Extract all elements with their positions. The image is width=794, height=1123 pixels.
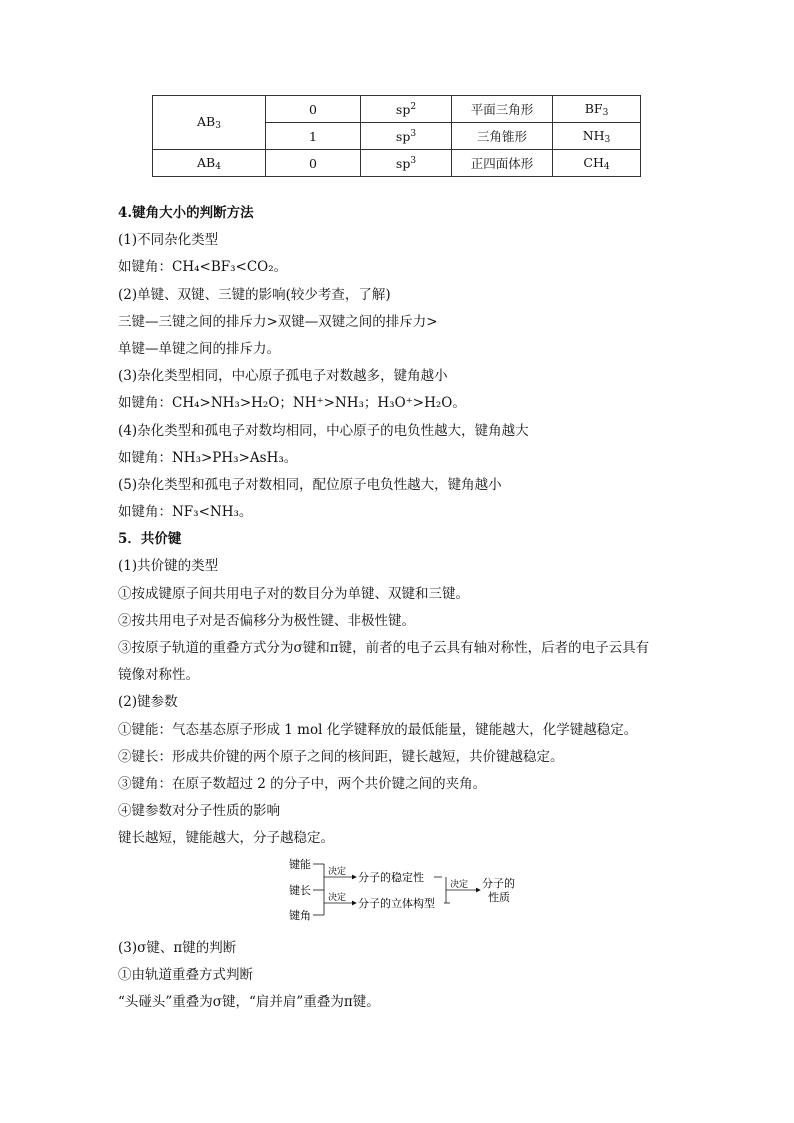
paragraph: 三键—三键之间的排斥力>双键—双键之间的排斥力> bbox=[118, 313, 438, 330]
paragraph: (2)键参数 bbox=[118, 694, 178, 711]
label-stability: 分子的稳定性 bbox=[358, 871, 424, 884]
hybrid-cell: $sp^2$ bbox=[361, 96, 452, 123]
label-properties-2: 性质 bbox=[488, 891, 510, 904]
shape-cell: 正四面体形 bbox=[452, 150, 553, 177]
lone-pair-cell: 0 bbox=[266, 150, 361, 177]
example-line: 如键角：NH₃>PH₃>AsH₃。 bbox=[118, 449, 298, 466]
table-row bbox=[153, 96, 641, 123]
paragraph: 键长越短，键能越大，分子越稳定。 bbox=[118, 830, 334, 847]
paragraph: (1)共价键的类型 bbox=[118, 558, 219, 575]
paragraph: ④键参数对分子性质的影响 bbox=[118, 803, 280, 820]
label-geometry: 分子的立体构型 bbox=[358, 897, 435, 910]
decide-label-2: 决定 bbox=[328, 893, 347, 903]
paragraph: ②键长：形成共价键的两个原子之间的核间距，键长越短，共价键越稳定。 bbox=[118, 748, 564, 765]
paragraph: ③按原子轨道的重叠方式分为σ键和π键，前者的电子云具有轴对称性，后者的电子云具有 bbox=[118, 640, 650, 656]
paragraph: (4)杂化类型和孤电子对数均相同，中心原子的电负性越大，键角越大 bbox=[118, 422, 529, 439]
example-line: 如键角：CH₄>NH₃>H₂O；NH⁺>NH₃；H₃O⁺>H₂O。 bbox=[118, 395, 466, 412]
group-cell: $AB_3$ bbox=[153, 96, 266, 150]
paragraph: 镜像对称性。 bbox=[118, 667, 199, 684]
hybridization-table bbox=[152, 95, 641, 177]
example-cell: $CH_4$ bbox=[553, 150, 641, 177]
label-properties-1: 分子的 bbox=[482, 877, 515, 890]
paragraph: ③键角：在原子数超过 2 的分子中，两个共价键之间的夹角。 bbox=[118, 775, 487, 792]
decide-label-3: 决定 bbox=[450, 880, 469, 890]
bond-parameter-diagram bbox=[286, 856, 516, 926]
paragraph: ①键能：气态基态原子形成 1 mol 化学键释放的最低能量，键能越大，化学键越稳定。 bbox=[118, 721, 638, 738]
paragraph: ①按成键原子间共用电子对的数目分为单键、双键和三键。 bbox=[118, 585, 469, 602]
example-line: 如键角：CH₄<BF₃<CO₂。 bbox=[118, 259, 288, 276]
decide-label-1: 决定 bbox=[328, 867, 347, 877]
lone-pair-cell: 1 bbox=[266, 123, 361, 150]
paragraph: (3)杂化类型相同，中心原子孤电子对数越多，键角越小 bbox=[118, 368, 448, 385]
hybrid-cell: $sp^3$ bbox=[361, 150, 452, 177]
label-bond-angle: 键角 bbox=[289, 909, 311, 922]
section-heading: 5．共价键 bbox=[118, 531, 182, 548]
paragraph: “头碰头”重叠为σ键，“肩并肩”重叠为π键。 bbox=[118, 993, 380, 1010]
shape-cell: 三角锥形 bbox=[452, 123, 553, 150]
lone-pair-cell: 0 bbox=[266, 96, 361, 123]
label-bond-length: 键长 bbox=[289, 884, 311, 897]
paragraph: (3)σ键、π键的判断 bbox=[118, 939, 237, 956]
label-bond-energy: 键能 bbox=[289, 858, 311, 871]
paragraph: (5)杂化类型和孤电子对数相同，配位原子电负性越大，键角越小 bbox=[118, 476, 502, 493]
paragraph: (2)单键、双键、三键的影响(较少考查，了解) bbox=[118, 286, 391, 303]
hybrid-cell: $sp^3$ bbox=[361, 123, 452, 150]
paragraph: ①由轨道重叠方式判断 bbox=[118, 966, 253, 983]
table-row bbox=[153, 150, 641, 177]
example-line: 如键角：NF₃<NH₃。 bbox=[118, 504, 253, 521]
example-cell: $NH_3$ bbox=[553, 123, 641, 150]
section-heading: 4.键角大小的判断方法 bbox=[118, 205, 254, 221]
paragraph: (1)不同杂化类型 bbox=[118, 232, 219, 249]
group-cell: $AB_4$ bbox=[153, 150, 266, 177]
paragraph: 单键—单键之间的排斥力。 bbox=[118, 340, 280, 357]
shape-cell: 平面三角形 bbox=[452, 96, 553, 123]
example-cell: $BF_3$ bbox=[553, 96, 641, 123]
paragraph: ②按共用电子对是否偏移分为极性键、非极性键。 bbox=[118, 612, 415, 629]
